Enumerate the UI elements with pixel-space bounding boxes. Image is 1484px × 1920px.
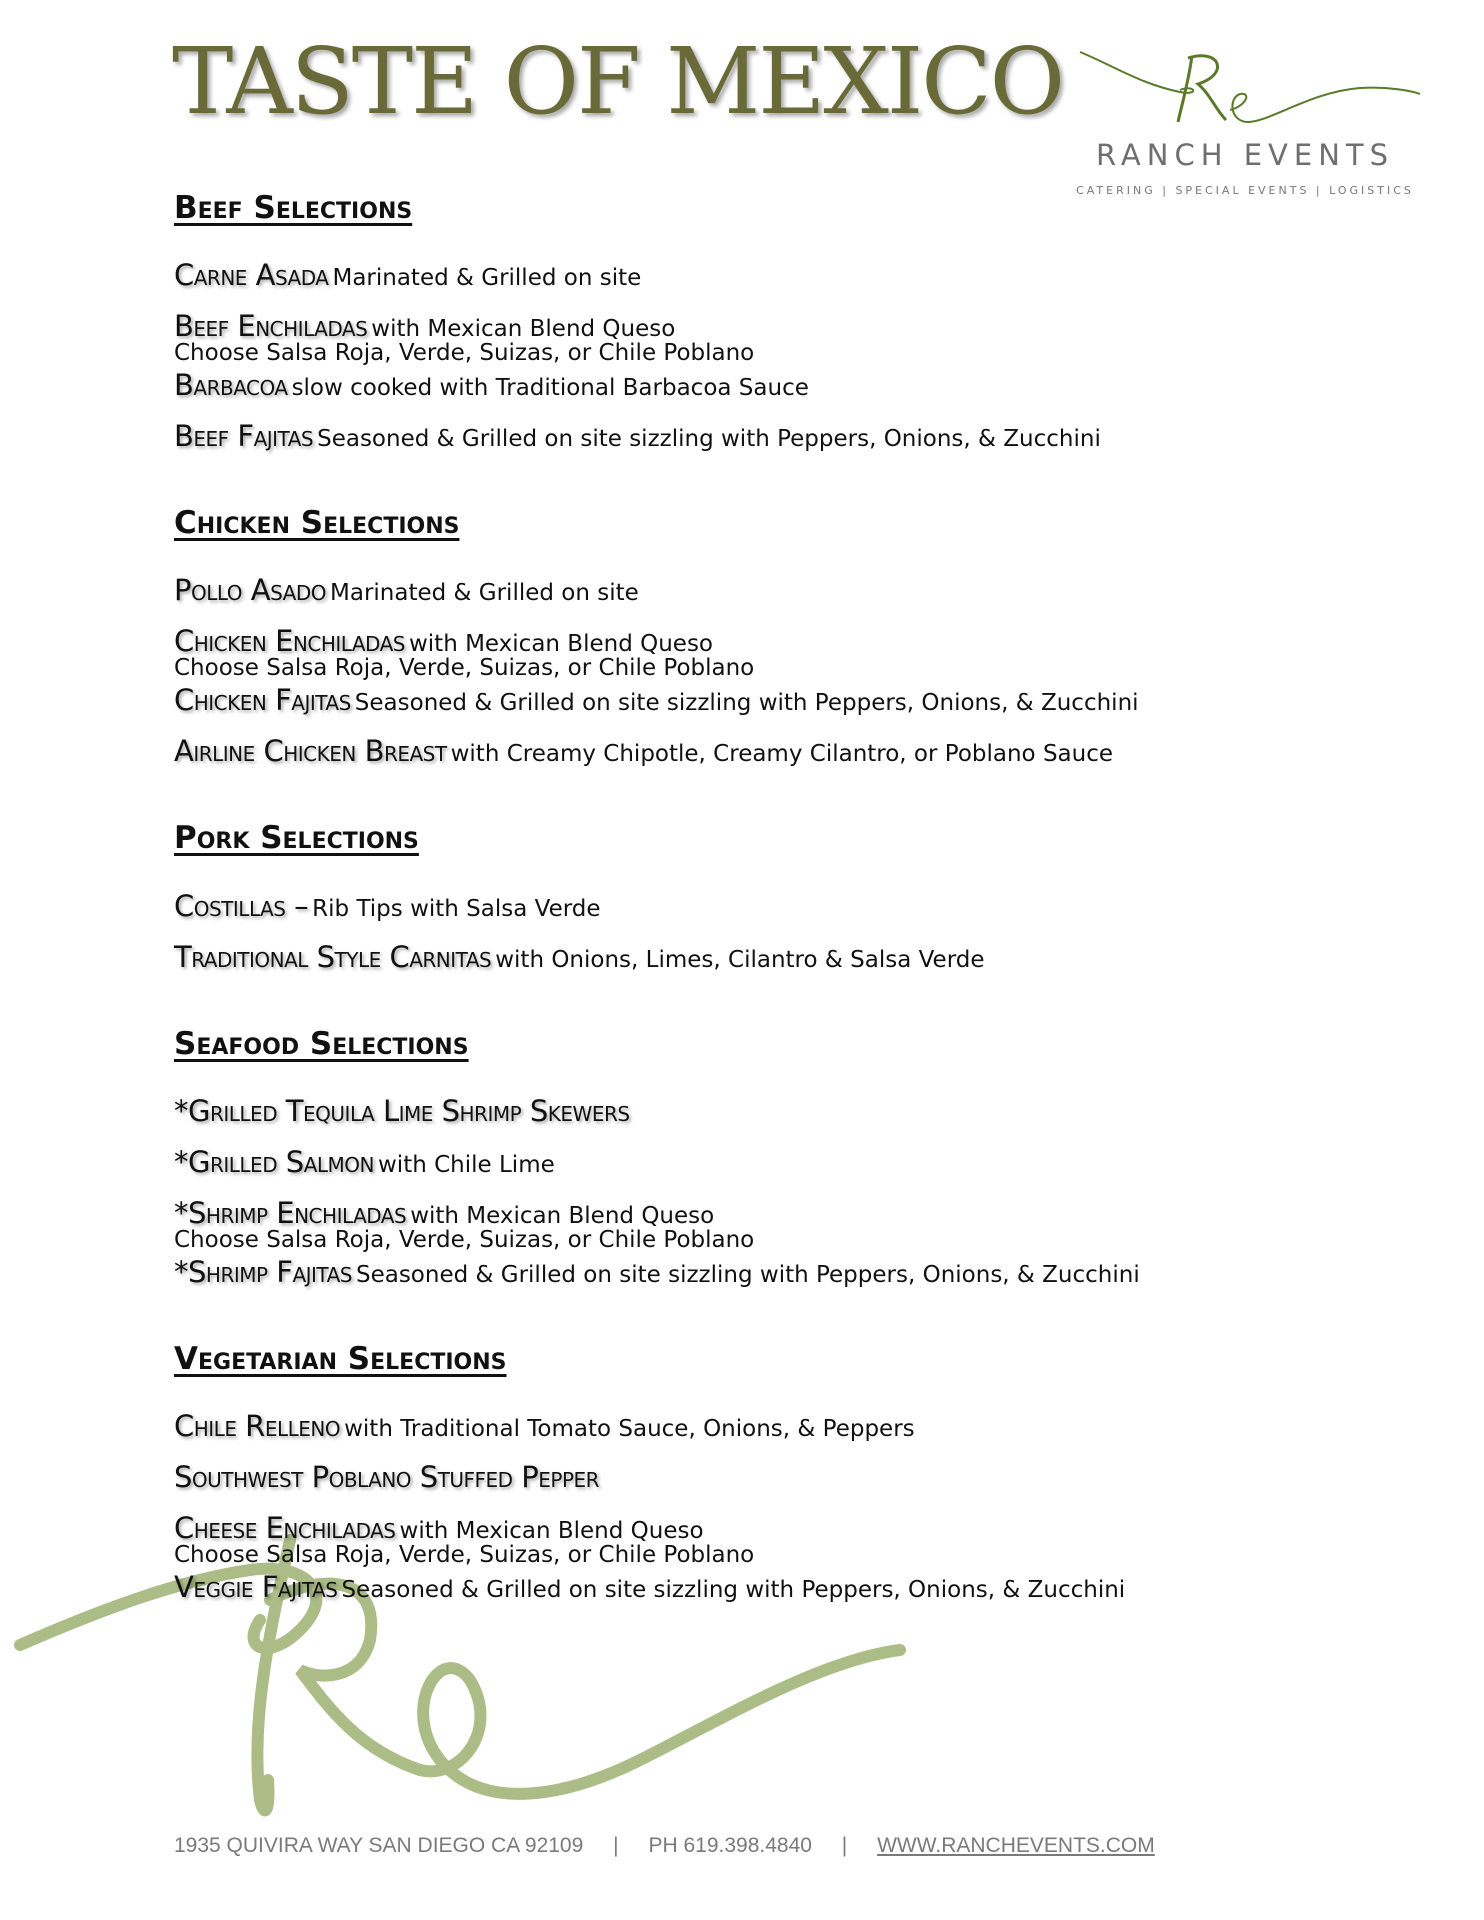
item-description: Seasoned & Grilled on site sizzling with Peppers, Onions, & Zucchini: [354, 690, 1139, 717]
item-note: Choose Salsa Roja, Verde, Suizas, or Chile Poblano: [174, 1226, 755, 1253]
item-note: Choose Salsa Roja, Verde, Suizas, or Chile Poblano: [174, 1541, 755, 1568]
section-chicken: [174, 505, 1314, 778]
item-description: with Mexican Blend Queso: [408, 631, 714, 658]
item-name: Beef Enchiladas: [174, 309, 368, 344]
item-description: with Mexican Blend Queso: [371, 316, 676, 343]
item-name: Costillas –: [174, 888, 309, 923]
item-description: with Chile Lime: [378, 1151, 555, 1178]
item-description: with Mexican Blend Queso: [399, 1517, 704, 1544]
item-description: Marinated & Grilled on site: [332, 265, 642, 292]
section-heading: Seafood Selections: [174, 1025, 469, 1062]
item-name: Traditional Style Carnitas: [174, 939, 492, 974]
menu-item: [174, 566, 1314, 617]
page-title: TASTE OF MEXICO: [172, 28, 1064, 135]
footer-separator: |: [841, 1834, 848, 1857]
ranch-events-logo: [1070, 44, 1430, 204]
item-description: with Onions, Limes, Cilantro & Salsa Verde: [495, 946, 985, 973]
item-name: Barbacoa: [174, 368, 288, 403]
section-heading: Vegetarian Selections: [174, 1340, 507, 1377]
menu-item: [174, 1453, 1314, 1504]
item-name: Southwest Poblano Stuffed Pepper: [174, 1459, 600, 1494]
menu-item: [174, 1138, 1314, 1189]
menu-content: [174, 190, 1314, 1656]
menu-item: [174, 412, 1314, 463]
item-description: Seasoned & Grilled on site sizzling with Peppers, Onions, & Zucchini: [317, 426, 1101, 453]
item-description: Seasoned & Grilled on site sizzling with Peppers, Onions, & Zucchini: [355, 1261, 1140, 1288]
section-seafood: [174, 1026, 1314, 1299]
item-note: Choose Salsa Roja, Verde, Suizas, or Chile Poblano: [174, 340, 755, 367]
item-name: Pollo Asado: [174, 573, 326, 608]
menu-item: [174, 933, 1314, 984]
item-description: with Creamy Chipotle, Creamy Cilantro, or Poblano Sauce: [450, 741, 1114, 768]
section-vegetarian: [174, 1341, 1314, 1614]
section-heading: Pork Selections: [174, 820, 419, 857]
website-link[interactable]: WWW.RANCHEVENTS.COM: [877, 1834, 1155, 1857]
item-description: Seasoned & Grilled on site sizzling with Peppers, Onions, & Zucchini: [341, 1576, 1126, 1603]
item-description: Rib Tips with Salsa Verde: [312, 895, 601, 922]
menu-item: [174, 1563, 1314, 1614]
item-name: Beef Fajitas: [174, 419, 314, 454]
item-name: Cheese Enchiladas: [174, 1510, 396, 1545]
item-note: Choose Salsa Roja, Verde, Suizas, or Chile Poblano: [174, 655, 755, 682]
item-name: Airline Chicken Breast: [174, 734, 447, 769]
menu-item: [174, 882, 1314, 933]
item-description: with Mexican Blend Queso: [410, 1202, 715, 1229]
section-pork: [174, 820, 1314, 983]
re-monogram-icon: [1070, 44, 1430, 144]
item-name: Carne Asada: [174, 258, 329, 293]
menu-item: [174, 361, 1314, 412]
menu-item: [174, 676, 1314, 727]
item-name: Veggie Fajitas: [174, 1569, 338, 1604]
footer-address: 1935 QUIVIRA WAY SAN DIEGO CA 92109: [174, 1834, 584, 1857]
menu-item: [174, 1087, 1314, 1138]
item-description: with Traditional Tomato Sauce, Onions, & Peppers: [344, 1415, 915, 1442]
item-name: *Shrimp Enchiladas: [174, 1195, 407, 1230]
item-description: slow cooked with Traditional Barbacoa Sauce: [291, 375, 809, 402]
footer: [174, 1834, 1155, 1858]
menu-item: [174, 1248, 1314, 1299]
item-name: *Grilled Salmon: [174, 1144, 374, 1179]
footer-phone: PH 619.398.4840: [648, 1834, 812, 1857]
menu-item: [174, 251, 1314, 302]
section-heading: Chicken Selections: [174, 505, 460, 542]
item-name: Chile Relleno: [174, 1408, 341, 1443]
logo-tagline: CATERING | SPECIAL EVENTS | LOGISTICS: [1076, 184, 1414, 197]
footer-separator: |: [613, 1834, 619, 1857]
logo-name: RANCH EVENTS: [1095, 138, 1395, 172]
menu-item: [174, 1402, 1314, 1453]
item-name: Chicken Enchiladas: [174, 624, 405, 659]
item-name: *Grilled Tequila Lime Shrimp Skewers: [174, 1093, 630, 1128]
item-name: *Shrimp Fajitas: [174, 1254, 352, 1289]
menu-item: [174, 727, 1314, 778]
item-description: Marinated & Grilled on site: [330, 580, 639, 607]
section-beef: [174, 190, 1314, 463]
section-heading: Beef Selections: [174, 190, 413, 226]
item-name: Chicken Fajitas: [174, 683, 351, 718]
